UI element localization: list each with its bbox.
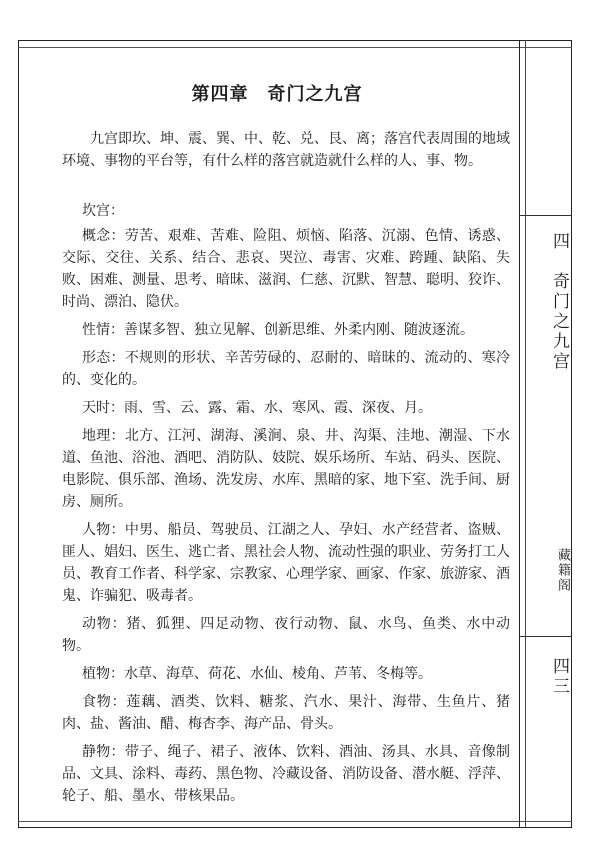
entry-text: 雨、雪、云、露、霜、水、寒风、霞、深夜、月。 (124, 400, 432, 416)
entry-text: 善谋多智、独立见解、创新思维、外柔内刚、随波逐流。 (124, 322, 474, 338)
entry-text: 劳苦、艰难、苦难、险阻、烦恼、陷落、沉溺、色情、诱惑、交际、交往、关系、结合、悲哀、哭泣、毒害、灾难、跨踵、缺陷、失败、困难、测量、思考、暗昧、滋润、仁慈、沉默、智慧、聪明、狡诈、时尚、漂泊、隐伏。 (62, 228, 510, 310)
entry-paragraph (62, 225, 510, 313)
entry-paragraph (62, 519, 510, 607)
entry-text: 中男、船员、驾驶员、江湖之人、孕妇、水产经营者、盗贼、匪人、娼妇、医生、逃亡者、黑社会人物、流动性强的职业、劳务打工人员、教育工作者、科学家、宗教家、心理学家、画家、作家、旅游家、酒鬼、诈骗犯、吸毒者。 (62, 522, 510, 604)
entry-paragraph (62, 741, 510, 807)
entry-paragraph (62, 397, 510, 419)
margin-library-mark: 藏籍阁 (555, 547, 570, 593)
entry-paragraph (62, 425, 510, 513)
entry-list (62, 225, 510, 807)
entry-paragraph (62, 347, 510, 391)
entry-text: 不规则的形状、辛苦劳碌的、忍耐的、暗昧的、流动的、寒冷的、变化的。 (62, 350, 510, 388)
entry-text: 莲藕、酒类、饮料、糖浆、汽水、果汁、海带、生鱼片、猪肉、盐、酱油、醋、梅杏李、海产品、骨头。 (62, 694, 511, 732)
entry-paragraph (62, 319, 510, 341)
top-rule (18, 47, 572, 48)
entry-label: 概念： (82, 228, 125, 244)
entry-label: 天时： (82, 400, 124, 416)
page-body (62, 128, 510, 813)
entry-label: 人物： (82, 522, 125, 538)
entry-paragraph (62, 691, 510, 735)
margin-chapter-label: 四 奇门之九宫 (549, 232, 569, 372)
entry-text: 带子、绳子、裙子、液体、饮料、酒油、汤具、水具、音像制品、文具、涂料、毒药、黑色物、冷藏设备、消防设备、潜水艇、浮萍、轮子、船、墨水、带核果品。 (62, 744, 510, 804)
entry-label: 食物： (82, 694, 127, 710)
intro-paragraph: 九宫即坎、坤、震、巽、中、乾、兑、艮、离；落宫代表周围的地域环境、事物的平台等，有什么样的落宫就造就什么样的人、事、物。 (62, 131, 510, 169)
margin-divider-inner (525, 40, 526, 828)
entry-label: 形态： (82, 350, 125, 366)
entry-text: 水草、海草、荷花、水仙、棱角、芦苇、冬梅等。 (124, 666, 432, 682)
bottom-rule (18, 821, 572, 822)
entry-text: 北方、江河、湖海、溪涧、泉、井、沟渠、洼地、潮湿、下水道、鱼池、浴池、酒吧、消防队、妓院、娱乐场所、车站、码头、医院、电影院、俱乐部、渔场、洗发房、水库、黑暗的家、地下室、洗手间、厨房、厕所。 (62, 428, 510, 510)
entry-text: 猪、狐狸、四足动物、夜行动物、鼠、水鸟、鱼类、水中动物。 (62, 616, 511, 654)
entry-label: 动物： (82, 616, 127, 632)
entry-paragraph (62, 613, 510, 657)
entry-label: 植物： (82, 666, 124, 682)
entry-label: 性情： (82, 322, 124, 338)
entry-paragraph (62, 663, 510, 685)
margin-rule-top (519, 215, 572, 216)
entry-label: 静物： (82, 744, 125, 760)
page-number: 四三 (549, 657, 569, 697)
margin-rule-bottom (519, 636, 572, 637)
chapter-title: 第四章 奇门之九宫 (191, 84, 363, 105)
margin-divider (519, 40, 520, 828)
entry-label: 地理： (82, 428, 125, 444)
section-heading: 坎宫： (82, 203, 124, 219)
